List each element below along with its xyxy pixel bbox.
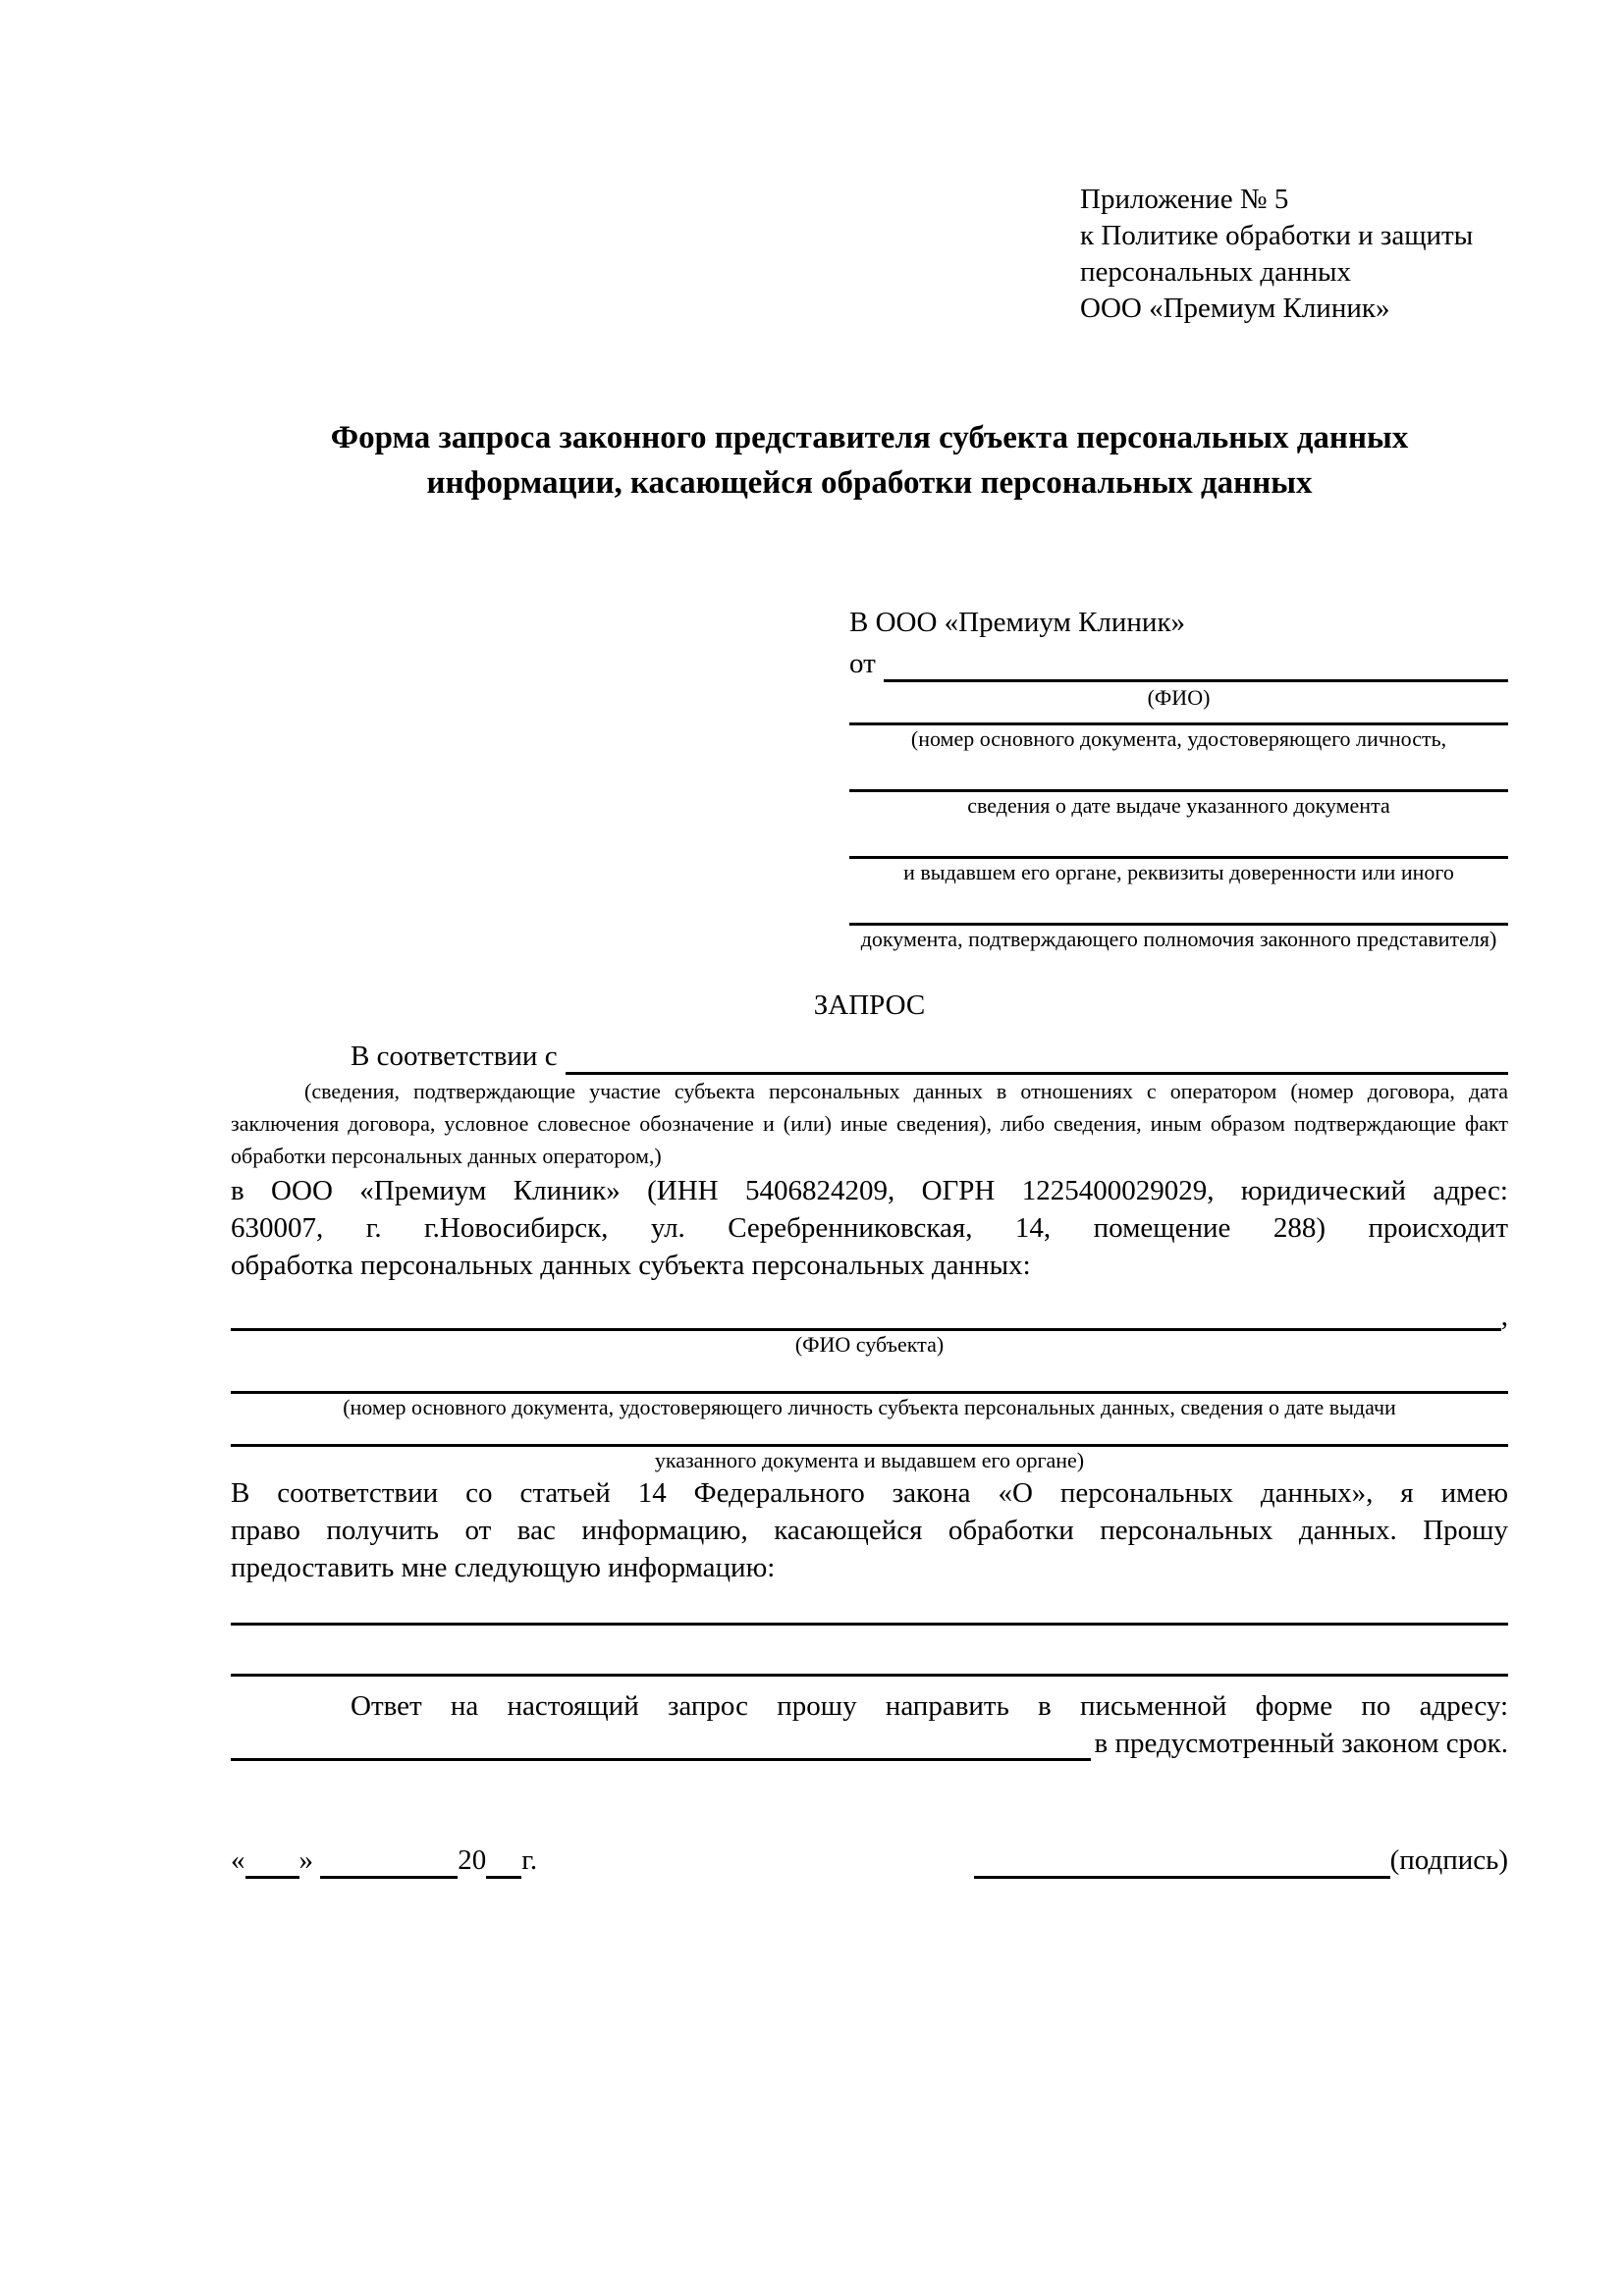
date-year-blank: [486, 1849, 521, 1879]
blank-line: [849, 820, 1508, 859]
subject-name-blank-line: [231, 1306, 1501, 1331]
law-paragraph: [231, 1474, 1508, 1586]
line-caption: и выдавшем его органе, реквизиты доверенности или иного: [903, 860, 1454, 884]
accordance-caption-line: (сведения, подтверждающие участие субъекта персональных данных в отношениях с оператором (номер договора, дата: [304, 1079, 1508, 1103]
appendix-header-line: Приложение № 5: [1080, 184, 1289, 215]
request-heading: ЗАПРОС: [813, 989, 926, 1021]
subject-doc-caption: указанного документа и выдавшем его органе): [654, 1448, 1085, 1472]
signature-field: [974, 1842, 1508, 1879]
accordance-blank-line: [566, 1038, 1508, 1075]
answer-address-row: [231, 1726, 1508, 1761]
blank-line: [231, 1359, 1508, 1394]
date-month-blank: [320, 1849, 458, 1879]
blank-line: [849, 712, 1508, 725]
accordance-caption: [231, 1075, 1508, 1172]
accordance-caption-line: обработки персональных данных оператором,): [231, 1144, 662, 1168]
fio-caption: (ФИО): [1147, 685, 1211, 710]
operator-paragraph-line: в ООО «Премиум Клиник» (ИНН 5406824209, ОГРН 1225400029029, юридический адрес:: [231, 1175, 1508, 1206]
from-label: от: [849, 648, 876, 679]
page-title: [231, 415, 1508, 506]
paragraph-indent: [231, 1038, 351, 1075]
law-paragraph-line: предоставить мне следующую информацию:: [231, 1552, 776, 1583]
accordance-caption-line: заключения договора, условное словесное обозначение и (или) иные сведения), либо сведения, иным образом подтверждающие факт: [231, 1111, 1508, 1136]
date-day-blank: [245, 1849, 299, 1879]
appendix-header-line: персональных данных: [1080, 256, 1352, 288]
blank-line: [849, 886, 1508, 926]
addressee-org: В ООО «Премиум Клиник»: [849, 607, 1186, 638]
operator-paragraph-line: 630007, г. г.Новосибирск, ул. Серебренниковская, 14, помещение 288) происходит: [231, 1212, 1508, 1244]
date-year-prefix: 20: [458, 1844, 487, 1876]
blank-line: [849, 753, 1508, 792]
date-quote-open: «: [231, 1844, 245, 1876]
footer-row: [231, 1842, 1508, 1879]
from-blank-line: [884, 645, 1508, 682]
page-title-line: Форма запроса законного представителя субъекта персональных данных: [330, 420, 1409, 455]
appendix-header-line: к Политике обработки и защиты: [1080, 220, 1474, 251]
answer-paragraph-suffix: в предусмотренный законом срок.: [1094, 1728, 1508, 1759]
subject-doc-caption: (номер основного документа, удостоверяющего личность субъекта персональных данных, сведения о дате выдачи: [343, 1395, 1396, 1419]
signature-caption: (подпись): [1389, 1844, 1508, 1876]
blank-line: [231, 1421, 1508, 1447]
answer-paragraph-line: Ответ на настоящий запрос прошу направить в письменной форме по адресу:: [351, 1690, 1508, 1722]
page-title-line: информации, касающейся обработки персональных данных: [426, 465, 1313, 501]
blank-line: [231, 1626, 1508, 1677]
from-row: [849, 641, 1508, 682]
signature-blank-line: [974, 1849, 1390, 1879]
blank-line: [231, 1586, 1508, 1626]
subject-name-row: [231, 1302, 1508, 1331]
addressee-block: [849, 604, 1508, 953]
subject-name-comma: ,: [1500, 1301, 1508, 1332]
law-paragraph-line: право получить от вас информацию, касающейся обработки персональных данных. Прошу: [231, 1515, 1508, 1546]
date-year-suffix: г.: [521, 1844, 538, 1876]
line-caption: сведения о дате выдаче указанного документа: [967, 793, 1390, 818]
appendix-header-line: ООО «Премиум Клиник»: [1080, 293, 1390, 324]
operator-paragraph-line: обработка персональных данных субъекта персональных данных:: [231, 1250, 1031, 1281]
appendix-header: [1080, 182, 1508, 327]
law-paragraph-line: В соответствии со статьей 14 Федерального закона «О персональных данных», я имею: [231, 1477, 1508, 1509]
line-caption: документа, подтверждающего полномочия законного представителя): [860, 927, 1497, 951]
accordance-label: В соответствии с: [351, 1041, 558, 1072]
accordance-row: [231, 1038, 1508, 1075]
answer-address-blank-line: [231, 1732, 1091, 1761]
fio-subject-caption: (ФИО субъекта): [794, 1332, 945, 1357]
line-caption: (номер основного документа, удостоверяющего личность,: [910, 726, 1447, 751]
date-quote-close: »: [298, 1844, 313, 1876]
date-field: [231, 1842, 537, 1879]
operator-paragraph: [231, 1172, 1508, 1284]
